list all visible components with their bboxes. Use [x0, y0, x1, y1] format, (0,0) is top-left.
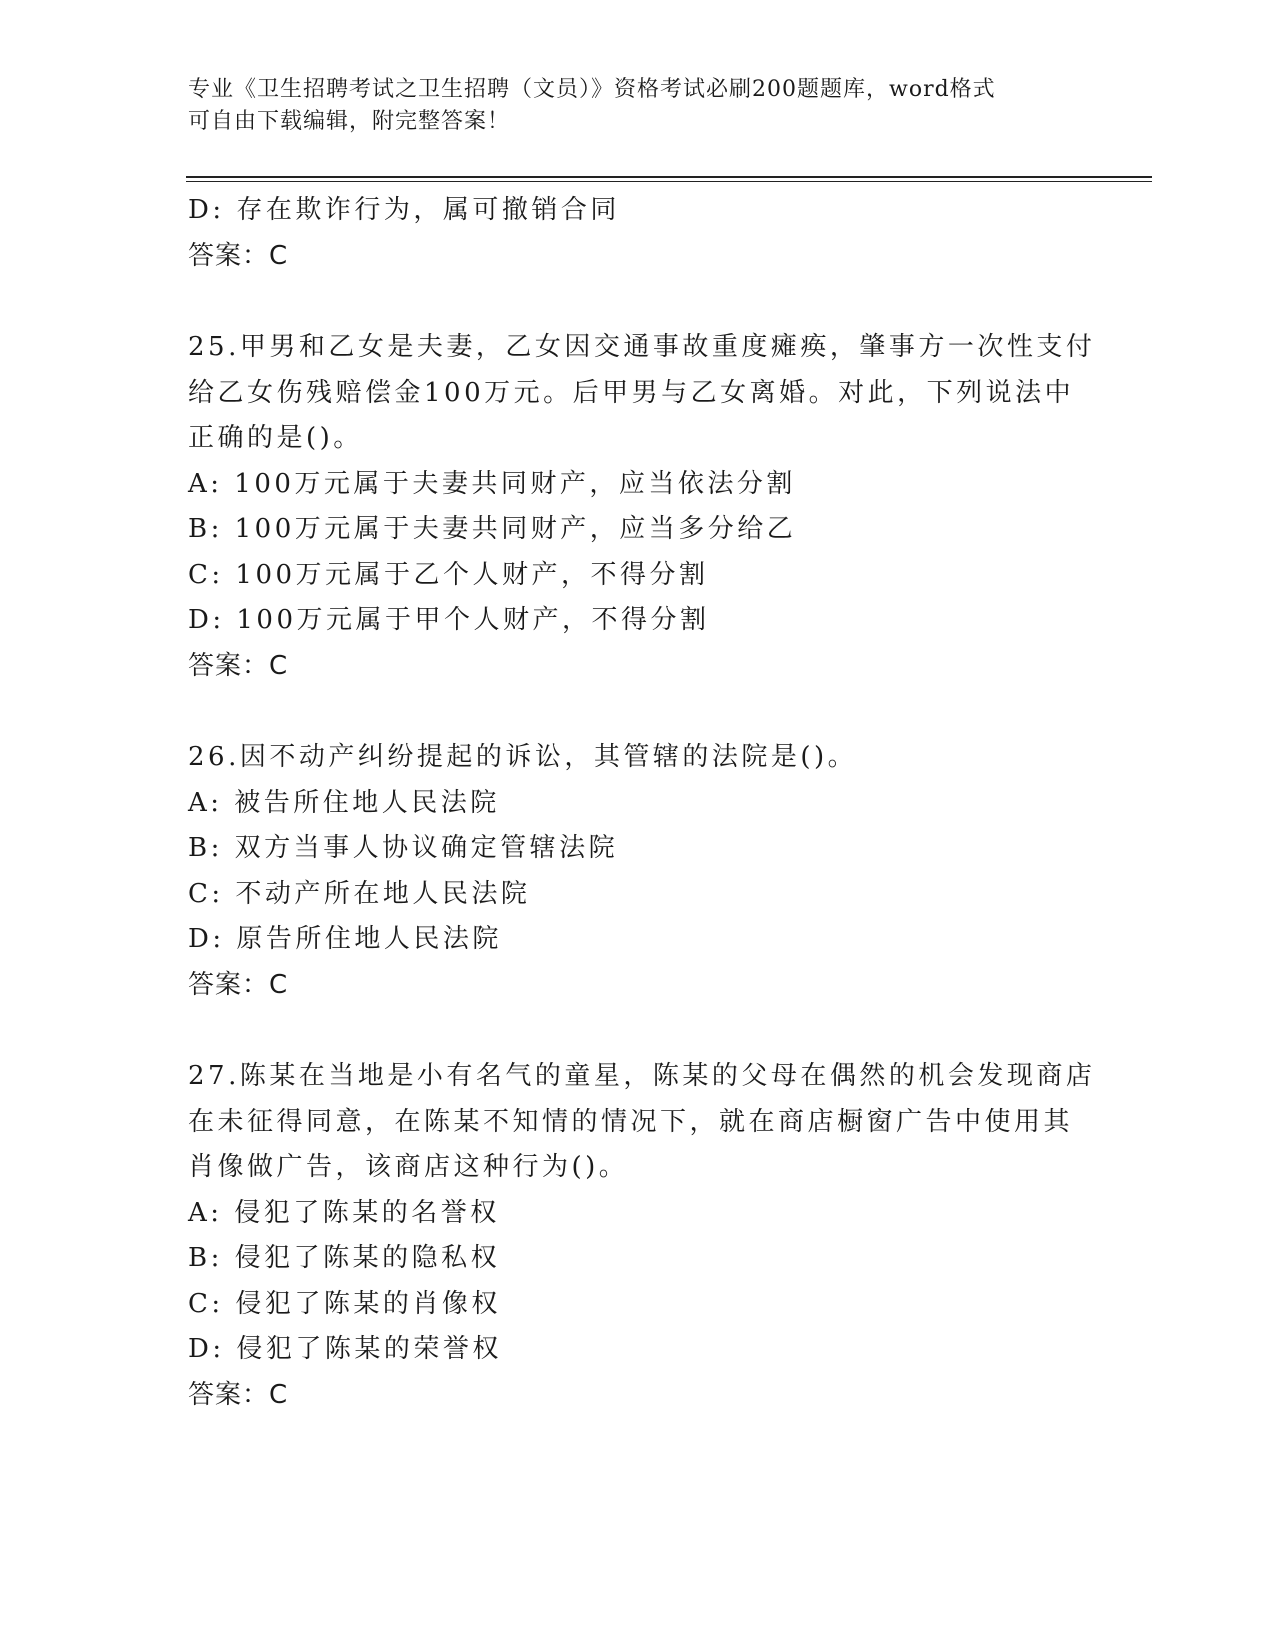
option-d: D: 侵犯了陈某的荣誉权 — [188, 1334, 502, 1364]
question-26 — [188, 735, 1088, 1008]
option-b: B: 双方当事人协议确定管辖法院 — [188, 833, 619, 863]
header-rule-thin — [186, 181, 1152, 182]
answer: 答案：C — [188, 240, 289, 271]
question-25 — [188, 325, 1096, 689]
option-a: A: 100万元属于夫妻共同财产，应当依法分割 — [188, 468, 796, 499]
question-stem-line: 正确的是()。 — [188, 423, 363, 453]
option-a: A: 被告所住地人民法院 — [188, 787, 500, 818]
question-stem-line: 26.因不动产纠纷提起的诉讼，其管辖的法院是()。 — [188, 742, 858, 772]
option-c: C: 100万元属于乙个人财产，不得分割 — [188, 559, 709, 590]
option-d: D: 存在欺诈行为，属可撤销合同 — [188, 195, 620, 225]
option-c: C: 不动产所在地人民法院 — [188, 878, 531, 909]
question-stem-line: 肖像做广告，该商店这种行为()。 — [188, 1152, 629, 1182]
document-header — [188, 74, 1068, 138]
option-b: B: 侵犯了陈某的隐私权 — [188, 1243, 501, 1273]
answer: 答案：C — [188, 969, 289, 1000]
option-d: D: 原告所住地人民法院 — [188, 924, 502, 954]
question-stem-line: 在未征得同意，在陈某不知情的情况下，就在商店橱窗广告中使用其 — [188, 1106, 1074, 1137]
question-27 — [188, 1054, 1096, 1418]
question-stem-line: 25.甲男和乙女是夫妻，乙女因交通事故重度瘫痪，肇事方一次性支付 — [188, 332, 1096, 362]
answer: 答案：C — [188, 650, 289, 681]
previous-question-tail — [188, 188, 1088, 279]
answer: 答案：C — [188, 1379, 289, 1410]
header-line-1: 专业《卫生招聘考试之卫生招聘（文员）》资格考试必刷200题题库，word格式 — [188, 77, 996, 102]
option-a: A: 侵犯了陈某的名誉权 — [188, 1197, 500, 1228]
question-stem-line: 给乙女伤残赔偿金100万元。后甲男与乙女离婚。对此，下列说法中 — [188, 377, 1075, 408]
document-body — [188, 188, 1096, 1418]
option-d: D: 100万元属于甲个人财产，不得分割 — [188, 605, 710, 635]
header-line-2: 可自由下载编辑，附完整答案！ — [188, 109, 511, 134]
option-b: B: 100万元属于夫妻共同财产，应当多分给乙 — [188, 514, 797, 544]
question-stem-line: 27.陈某在当地是小有名气的童星，陈某的父母在偶然的机会发现商店 — [188, 1061, 1096, 1091]
header-rule-thick — [186, 176, 1152, 178]
option-c: C: 侵犯了陈某的肖像权 — [188, 1288, 501, 1319]
